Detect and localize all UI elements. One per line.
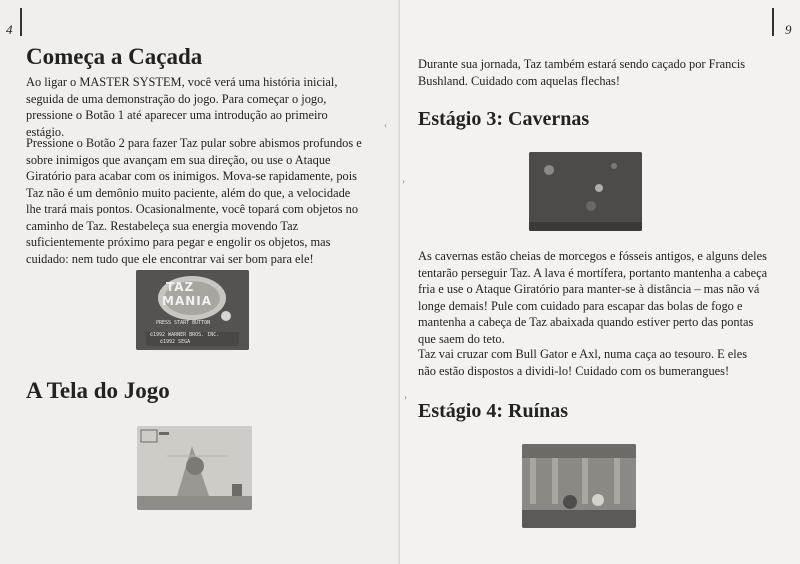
title-screen-image <box>136 270 249 350</box>
paragraph-bull-gator-axl: Taz vai cruzar com Bull Gator e Axl, numa caça ao tesouro. E eles não estão dispostos a dividi-lo! Cuidado com os bumerangues! <box>418 347 748 378</box>
heading-estagio-4-ruinas: Estágio 4: Ruínas <box>418 400 569 422</box>
heading-estagio-3-cavernas: Estágio 3: Cavernas <box>418 108 590 130</box>
game-screen-art <box>137 426 252 510</box>
logo-taz: TAZ <box>166 280 195 294</box>
margin-mark: ‹ <box>384 120 387 130</box>
paragraph-cavernas: As cavernas estão cheias de morcegos e fósseis antigos, e alguns deles tentarão perseguir Taz. A lava é mortífera, portanto mantenha a cabeça fria e use o Ataque Giratório para manter-se à distância – mas não vá longe demais! Pule com cuidado para escapar das bolas de fogo e mantenha a cabeça de Taz abaixada quando estiver perto das pontas que saem do teto. <box>418 249 768 346</box>
copyright-line-2: ©1992 SEGA <box>160 339 191 345</box>
heading-a-tela-do-jogo: A Tela do Jogo <box>26 378 170 403</box>
left-page-number: 4 <box>6 22 13 37</box>
right-page <box>400 0 800 564</box>
copyright-line-1: ©1992 WARNER BROS. INC. <box>150 332 220 338</box>
ruins-screen-image <box>522 444 636 528</box>
right-page-number: 9 <box>785 22 792 37</box>
margin-mark: › <box>402 176 405 186</box>
right-page-rule <box>772 8 774 36</box>
paragraph-intro: Ao ligar o MASTER SYSTEM, você verá uma história inicial, seguida de uma demonstração do jogo. Para começar o jogo, pressione o Botão 1 até aparecer uma introdução ao primeiro estágio. <box>26 75 338 139</box>
left-page-rule <box>20 8 22 36</box>
caves-screen-art <box>529 152 642 231</box>
logo-mania: MANIA <box>162 294 213 308</box>
caves-screen-image <box>529 152 642 231</box>
paragraph-francis-bushland: Durante sua jornada, Taz também estará sendo caçado por Francis Bushland. Cuidado com aquelas flechas! <box>418 57 746 88</box>
paragraph-controls: Pressione o Botão 2 para fazer Taz pular sobre abismos profundos e sobre inimigos que avançam em sua direção, ou use o Ataque Giratório para acabar com os inimigos. Mova-se rapidamente, pois Taz não é um demônio muito paciente, além do que, a velocidade lhe trará mais pontos. Ocasionalmente, você topará com objetos no caminho de Taz. Restabeleça sua energia movendo Taz suficientemente próximo para pegar e engolir os objetos, mas cuidado: nem tudo que ele encontrar vai ser bom para ele! <box>26 136 362 266</box>
game-screen-image <box>137 426 252 510</box>
margin-mark: › <box>404 392 407 402</box>
heading-comeca-a-cacada: Começa a Caçada <box>26 44 203 69</box>
ruins-screen-art <box>522 444 636 528</box>
press-start-text: PRESS START BUTTON <box>156 320 211 326</box>
